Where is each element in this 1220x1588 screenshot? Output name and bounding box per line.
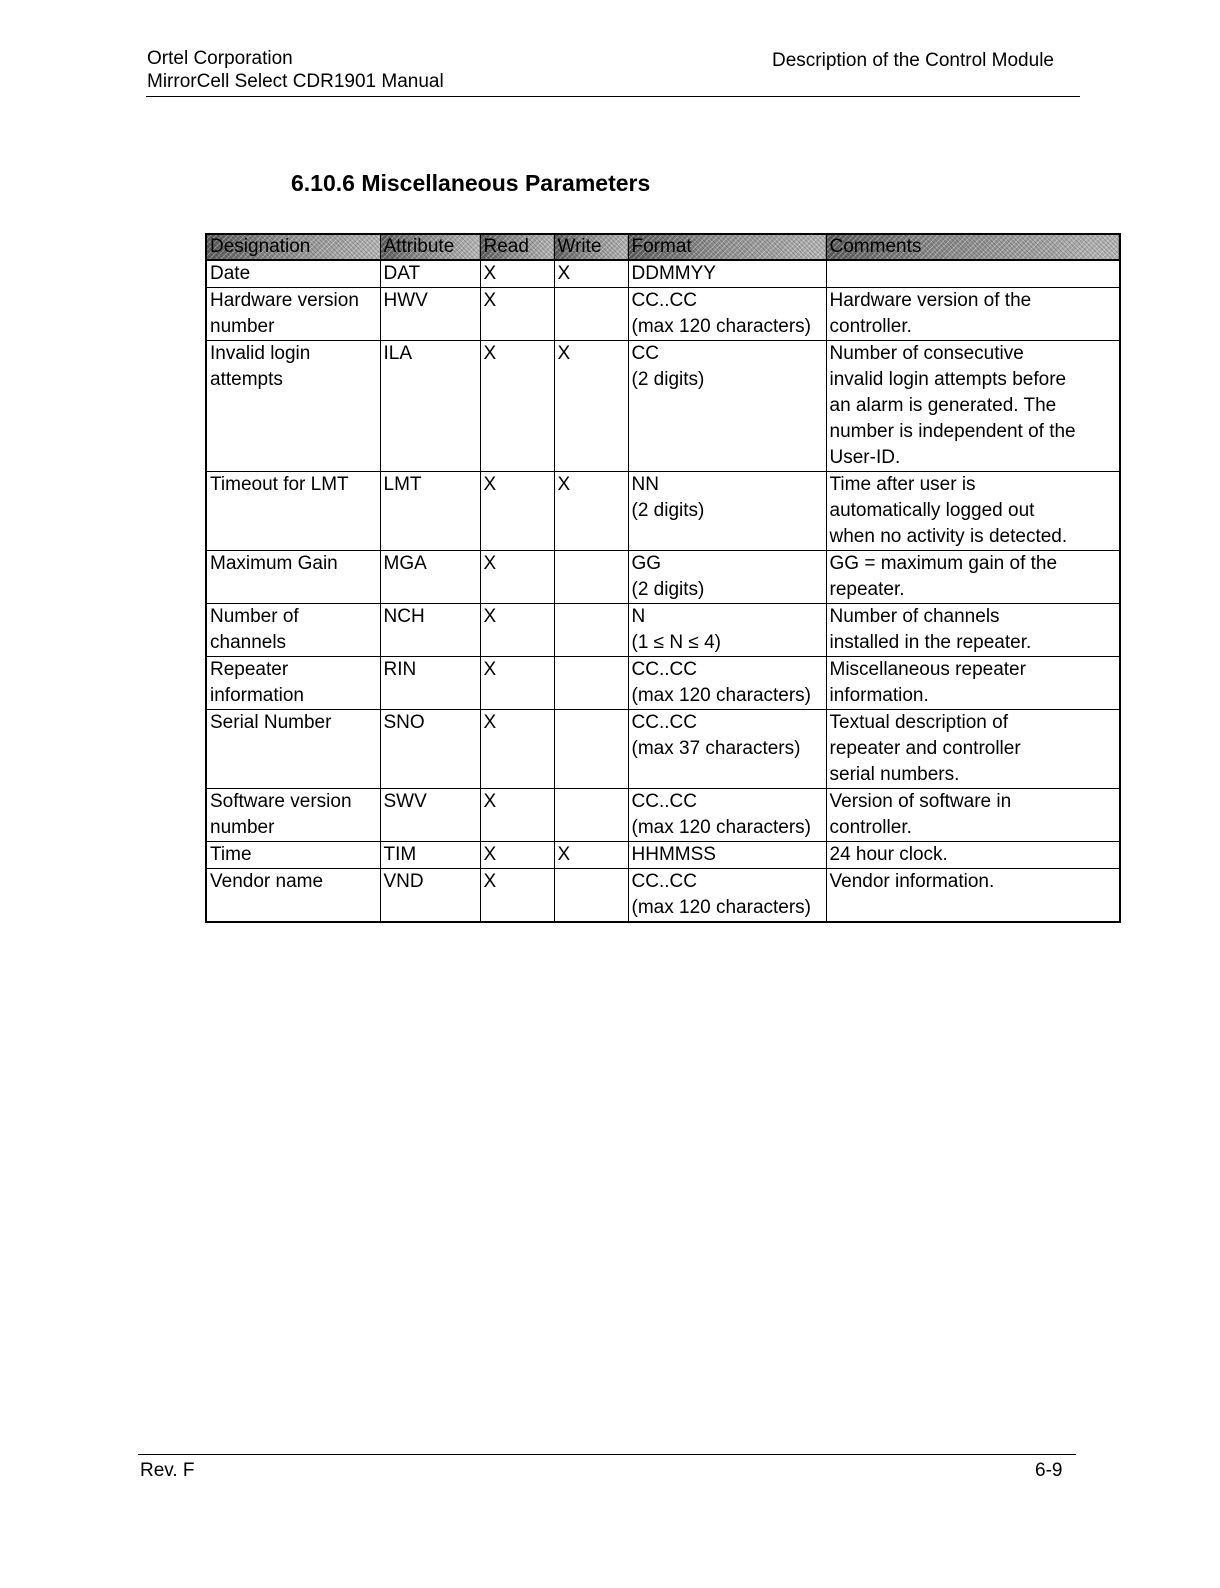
table-header-row — [206, 234, 1120, 260]
page-number: 6-9 — [1035, 1460, 1063, 1481]
read-cell: X — [480, 789, 554, 842]
read-cell: X — [480, 604, 554, 657]
table-row — [206, 472, 1120, 551]
write-cell — [554, 551, 628, 604]
write-cell — [554, 288, 628, 341]
designation-cell: Invalid login attempts — [206, 341, 380, 472]
table-row — [206, 341, 1120, 472]
designation-cell: Repeater information — [206, 657, 380, 710]
comments-cell: Hardware version of the controller. — [826, 288, 1120, 341]
attribute-cell: LMT — [380, 472, 480, 551]
format-cell: NN (2 digits) — [628, 472, 826, 551]
format-cell: CC..CC (max 120 characters) — [628, 869, 826, 923]
running-header-left — [147, 47, 444, 93]
read-cell: X — [480, 551, 554, 604]
write-cell: X — [554, 260, 628, 288]
attribute-cell: VND — [380, 869, 480, 923]
read-cell: X — [480, 341, 554, 472]
read-cell: X — [480, 710, 554, 789]
designation-cell: Hardware version number — [206, 288, 380, 341]
write-cell: X — [554, 472, 628, 551]
designation-cell: Software version number — [206, 789, 380, 842]
designation-cell: Vendor name — [206, 869, 380, 923]
comments-cell: Vendor information. — [826, 869, 1120, 923]
section-title: 6.10.6 Miscellaneous Parameters — [291, 170, 651, 196]
attribute-cell: HWV — [380, 288, 480, 341]
comments-cell — [826, 260, 1120, 288]
designation-cell: Maximum Gain — [206, 551, 380, 604]
read-cell: X — [480, 842, 554, 869]
table-row — [206, 604, 1120, 657]
table-row — [206, 869, 1120, 923]
write-cell — [554, 604, 628, 657]
comments-cell: GG = maximum gain of the repeater. — [826, 551, 1120, 604]
table-row — [206, 657, 1120, 710]
manual-title: MirrorCell Select CDR1901 Manual — [147, 71, 444, 92]
chapter-title: Description of the Control Module — [772, 50, 1054, 71]
table-row — [206, 260, 1120, 288]
read-cell: X — [480, 869, 554, 923]
designation-cell: Number of channels — [206, 604, 380, 657]
revision-label: Rev. F — [140, 1460, 195, 1481]
column-header-format: Format — [628, 234, 826, 260]
write-cell — [554, 657, 628, 710]
format-cell: CC (2 digits) — [628, 341, 826, 472]
read-cell: X — [480, 472, 554, 551]
header-divider — [146, 96, 1080, 97]
column-header-comments: Comments — [826, 234, 1120, 260]
table-row — [206, 842, 1120, 869]
table-row — [206, 789, 1120, 842]
write-cell: X — [554, 842, 628, 869]
comments-cell: 24 hour clock. — [826, 842, 1120, 869]
table-row — [206, 551, 1120, 604]
format-cell: HHMMSS — [628, 842, 826, 869]
footer-divider — [138, 1454, 1076, 1455]
attribute-cell: ILA — [380, 341, 480, 472]
column-header-attribute: Attribute — [380, 234, 480, 260]
column-header-read: Read — [480, 234, 554, 260]
format-cell: N (1 ≤ N ≤ 4) — [628, 604, 826, 657]
comments-cell: Miscellaneous repeater information. — [826, 657, 1120, 710]
attribute-cell: RIN — [380, 657, 480, 710]
comments-cell: Time after user is automatically logged out when no activity is detected. — [826, 472, 1120, 551]
format-cell: GG (2 digits) — [628, 551, 826, 604]
read-cell: X — [480, 260, 554, 288]
table-row — [206, 710, 1120, 789]
attribute-cell: NCH — [380, 604, 480, 657]
comments-cell: Version of software in controller. — [826, 789, 1120, 842]
comments-cell: Number of channels installed in the repeater. — [826, 604, 1120, 657]
column-header-designation: Designation — [206, 234, 380, 260]
attribute-cell: MGA — [380, 551, 480, 604]
format-cell: CC..CC (max 120 characters) — [628, 657, 826, 710]
designation-cell: Time — [206, 842, 380, 869]
attribute-cell: TIM — [380, 842, 480, 869]
write-cell — [554, 710, 628, 789]
format-cell: DDMMYY — [628, 260, 826, 288]
designation-cell: Date — [206, 260, 380, 288]
read-cell: X — [480, 288, 554, 341]
attribute-cell: SNO — [380, 710, 480, 789]
write-cell: X — [554, 341, 628, 472]
attribute-cell: DAT — [380, 260, 480, 288]
column-header-write: Write — [554, 234, 628, 260]
table-row — [206, 288, 1120, 341]
designation-cell: Serial Number — [206, 710, 380, 789]
comments-cell: Number of consecutive invalid login attempts before an alarm is generated. The number is independent of the User-ID. — [826, 341, 1120, 472]
designation-cell: Timeout for LMT — [206, 472, 380, 551]
parameters-table — [205, 233, 1121, 923]
attribute-cell: SWV — [380, 789, 480, 842]
read-cell: X — [480, 657, 554, 710]
format-cell: CC..CC (max 120 characters) — [628, 288, 826, 341]
format-cell: CC..CC (max 120 characters) — [628, 789, 826, 842]
write-cell — [554, 789, 628, 842]
write-cell — [554, 869, 628, 923]
company-name: Ortel Corporation — [147, 48, 293, 69]
comments-cell: Textual description of repeater and controller serial numbers. — [826, 710, 1120, 789]
format-cell: CC..CC (max 37 characters) — [628, 710, 826, 789]
